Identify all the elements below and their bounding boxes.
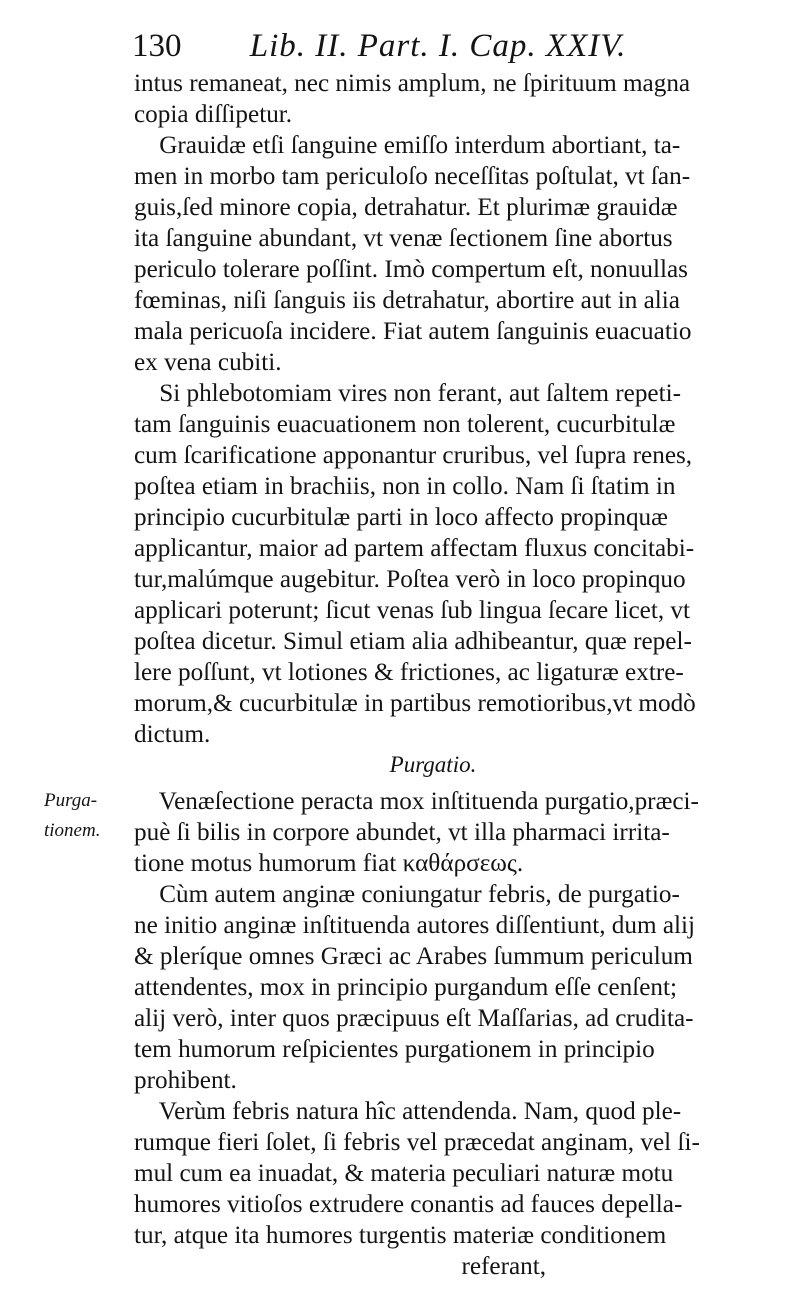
margin-note [44, 786, 134, 846]
running-title: Lib. II. Part. I. Cap. XXIV. [249, 28, 627, 64]
margin-note-line: Purga- [44, 790, 98, 811]
text-line: tur,malúmque augebitur. Poſtea verò in loco propinquo [134, 566, 686, 593]
text-line: morum,& cucurbitulæ in partibus remotioribus,vt modò [134, 690, 696, 717]
text-line: men in morbo tam periculoſo neceſſitas poſtulat, vt ſan- [134, 163, 691, 190]
text-line: poſtea dicetur. Simul etiam alia adhibeantur, quæ repel- [134, 628, 692, 655]
text-block-upper [134, 68, 790, 750]
text-line: Cùm autem anginæ coniungatur febris, de purgatio- [134, 881, 680, 908]
section-heading: Purgatio. [389, 752, 477, 777]
text-line: intus remaneat, nec nimis amplum, ne ſpirituum magna [134, 70, 691, 97]
text-block-lower [134, 786, 790, 1282]
text-line: attendentes, mox in principio purgandum eſſe cenſent; [134, 974, 678, 1001]
text-line: ita ſanguine abundant, vt venæ ſectionem ſine abortus [134, 225, 673, 252]
text-line: guis,ſed minore copia, detrahatur. Et plurimæ grauidæ [134, 194, 678, 221]
text-line: copia diſſipetur. [134, 101, 293, 128]
text-line: prohibent. [134, 1067, 237, 1094]
text-line: tur, atque ita humores turgentis materiæ conditionem [134, 1222, 667, 1249]
text-line: lere poſſunt, vt lotiones & frictiones, ac ligaturæ extre- [134, 659, 684, 686]
text-line: humores vitioſos extrudere conantis ad fauces depella- [134, 1191, 683, 1218]
text-line: principio cucurbitulæ parti in loco affecto propinquæ [134, 504, 668, 531]
text-line: Venæſectione peracta mox inſtituenda purgatio,præci- [134, 788, 699, 815]
text-line: & pleríque omnes Græci ac Arabes ſummum periculum [134, 943, 693, 970]
page-header [132, 26, 772, 66]
text-line: referant, [134, 1253, 547, 1280]
text-line: tam ſanguinis euacuationem non tolerent, cucurbitulæ [134, 411, 676, 438]
text-line: applicantur, maior ad partem affectam fluxus concitabi- [134, 535, 695, 562]
text-line: cum ſcarificatione apponantur cruribus, vel ſupra renes, [134, 442, 693, 469]
text-line: tione motus humorum fiat καθάρσεως. [134, 850, 524, 877]
text-line: poſtea etiam in brachiis, non in collo. Nam ſi ſtatim in [134, 473, 676, 500]
text-line: puè ſi bilis in corpore abundet, vt illa pharmaci irrita- [134, 819, 670, 846]
text-line: Verùm febris natura hîc attendenda. Nam, quod ple- [134, 1098, 682, 1125]
text-line: dictum. [134, 721, 211, 748]
margin-note-line: tionem. [44, 820, 101, 841]
text-line: ne initio anginæ inſtituenda autores diſſentiunt, dum alij [134, 912, 696, 939]
text-line: fœminas, niſi ſanguis iis detrahatur, abortire aut in alia [134, 287, 680, 314]
text-line: rumque fieri ſolet, ſi febris vel præcedat anginam, vel ſi- [134, 1129, 700, 1156]
text-line: periculo tolerare poſſint. Imò compertum eſt, nonuullas [134, 256, 688, 283]
text-line: Si phlebotomiam vires non ferant, aut ſaltem repeti- [134, 380, 681, 407]
text-line: tem humorum reſpicientes purgationem in principio [134, 1036, 655, 1063]
text-line: alij verò, inter quos præcipuus eſt Maſſarias, ad crudita- [134, 1005, 694, 1032]
text-line: Grauidæ etſi ſanguine emiſſo interdum abortiant, ta- [134, 132, 681, 159]
text-line: mul cum ea inuadat, & materia peculiari naturæ motu [134, 1160, 674, 1187]
page-number: 130 [132, 28, 182, 64]
text-line: ex vena cubiti. [134, 349, 282, 376]
text-line: applicari poterunt; ſicut venas ſub lingua ſecare licet, vt [134, 597, 691, 624]
text-line: mala pericuoſa incidere. Fiat autem ſanguinis euacuatio [134, 318, 692, 345]
